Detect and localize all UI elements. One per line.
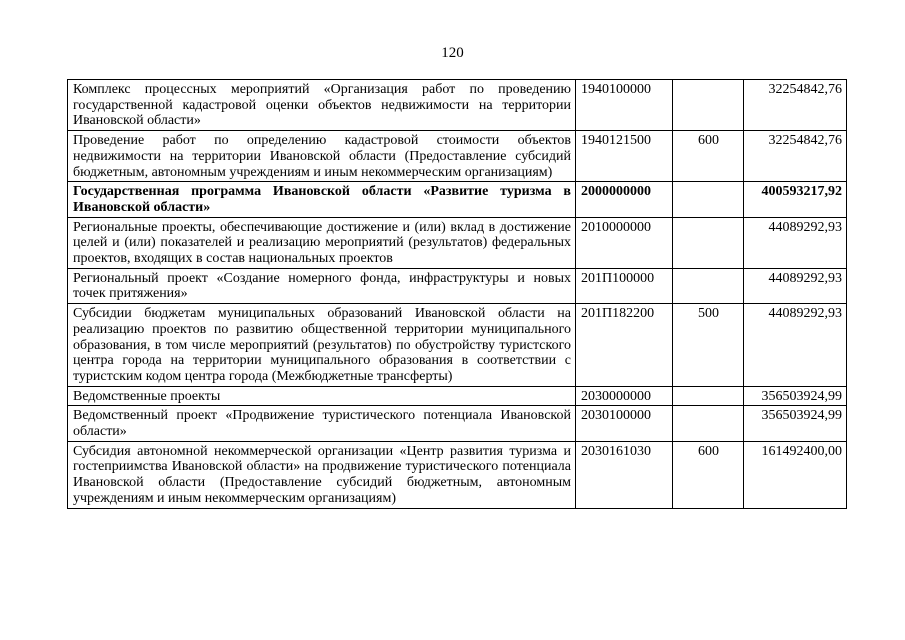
table-row-program [68,182,847,217]
row-code: 1940100000 [576,80,673,131]
row-name: Субсидии бюджетам муниципальных образований Ивановской области на реализацию проектов по развитию общественной территории муниципального образования, в том числе мероприятий (результатов) по обустройству туристского центра города на территории муниципального образования в соответствии с туристским кодом центра города (Межбюджетные трансферты) [68,304,576,387]
row-code: 2030161030 [576,441,673,508]
row-code: 2000000000 [576,182,673,217]
table-row [68,80,847,131]
row-name: Комплекс процессных мероприятий «Организация работ по проведению государственной кадастровой оценки объектов недвижимости на территории Ивановской области» [68,80,576,131]
row-name: Субсидия автономной некоммерческой организации «Центр развития туризма и гостеприимства Ивановской области» на продвижение туристического потенциала Ивановской области (Предоставление субсидий бюджетным, автономным учреждениям и иным некоммерческим организациям) [68,441,576,508]
row-expense-type [673,406,744,441]
row-amount: 356503924,99 [744,406,847,441]
table-row [68,217,847,268]
row-expense-type [673,217,744,268]
row-amount: 356503924,99 [744,386,847,406]
row-expense-type [673,182,744,217]
row-expense-type: 500 [673,304,744,387]
row-name: Проведение работ по определению кадастровой стоимости объектов недвижимости на территории Ивановской области (Предоставление субсидий бюджетным, автономным учреждениям и иным некоммерческим организациям) [68,131,576,182]
row-expense-type [673,80,744,131]
table-row [68,386,847,406]
row-name: Ведомственный проект «Продвижение туристического потенциала Ивановской области» [68,406,576,441]
row-code: 2010000000 [576,217,673,268]
row-amount: 400593217,92 [744,182,847,217]
row-amount: 32254842,76 [744,80,847,131]
row-expense-type [673,268,744,303]
row-expense-type [673,386,744,406]
row-name: Государственная программа Ивановской области «Развитие туризма в Ивановской области» [68,182,576,217]
table-row [68,268,847,303]
row-expense-type: 600 [673,441,744,508]
table-row [68,131,847,182]
row-amount: 161492400,00 [744,441,847,508]
row-name: Региональные проекты, обеспечивающие достижение и (или) вклад в достижение целей и (или) показателей и реализацию мероприятий (результатов) федеральных проектов, входящих в состав национальных проектов [68,217,576,268]
row-expense-type: 600 [673,131,744,182]
row-name: Региональный проект «Создание номерного фонда, инфраструктуры и новых точек притяжения» [68,268,576,303]
table-row [68,441,847,508]
row-code: 201П182200 [576,304,673,387]
row-code: 2030000000 [576,386,673,406]
budget-table [67,79,847,509]
table-row [68,304,847,387]
row-code: 1940121500 [576,131,673,182]
table-row [68,406,847,441]
row-amount: 32254842,76 [744,131,847,182]
row-code: 2030100000 [576,406,673,441]
page-number: 120 [441,45,464,61]
row-code: 201П100000 [576,268,673,303]
row-amount: 44089292,93 [744,304,847,387]
row-name: Ведомственные проекты [68,386,576,406]
row-amount: 44089292,93 [744,217,847,268]
row-amount: 44089292,93 [744,268,847,303]
